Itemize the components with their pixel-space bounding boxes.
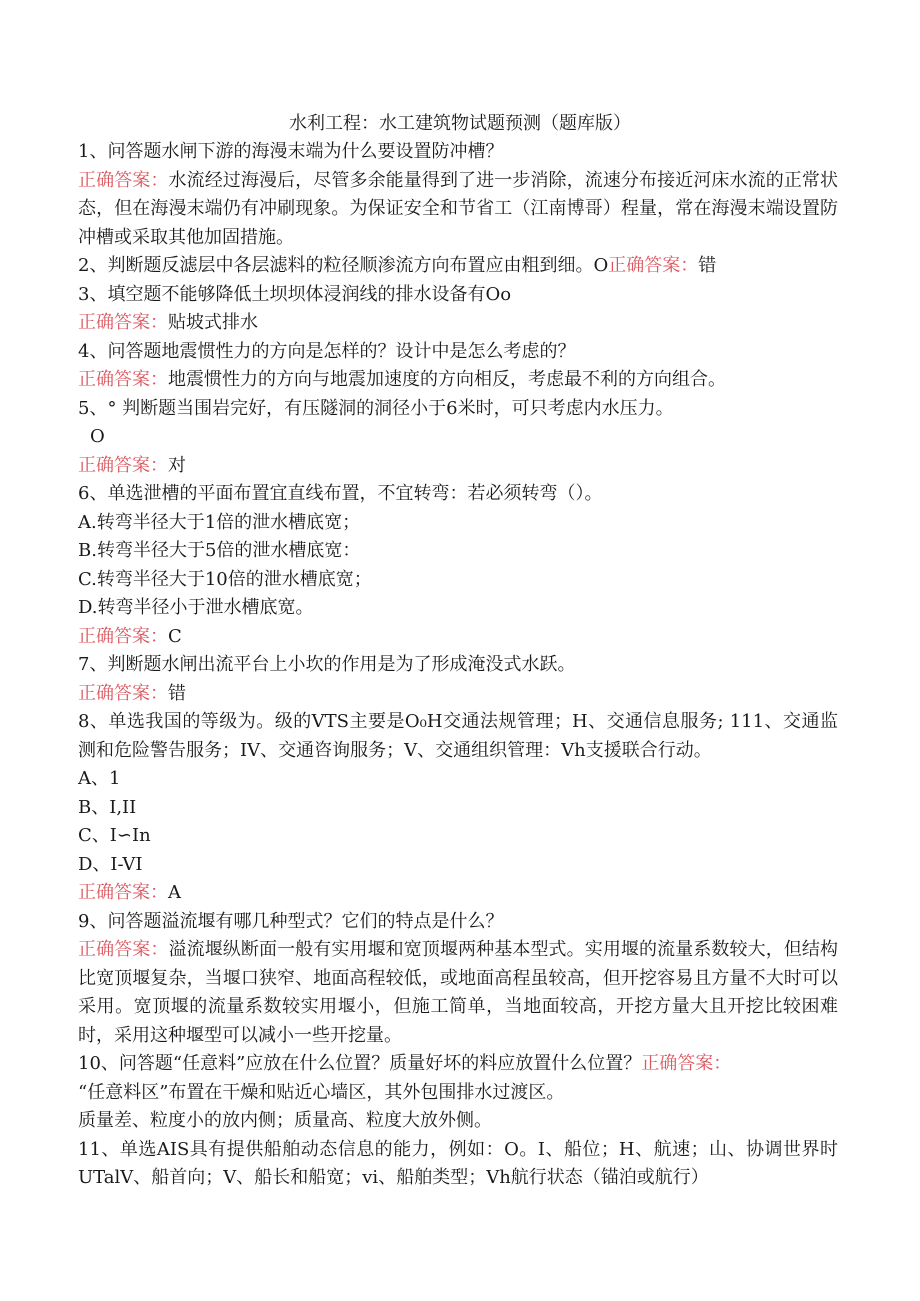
question-11 <box>78 1136 838 1193</box>
question-5 <box>78 395 838 481</box>
question-text: 1、问答题水闸下游的海漫末端为什么要设置防冲槽？ <box>78 141 504 162</box>
answer-label: 正确答案： <box>78 939 169 960</box>
question-2 <box>78 252 838 281</box>
question-6 <box>78 480 838 651</box>
answer-text: A <box>168 882 181 903</box>
option-c: C、I∽In <box>78 825 151 846</box>
question-list <box>78 138 838 1193</box>
document-title: 水利工程：水工建筑物试题预测（题库版） <box>289 113 631 134</box>
question-9 <box>78 908 838 1051</box>
option-b: B、I,II <box>78 796 137 818</box>
answer-text: 贴坡式排水 <box>168 312 258 333</box>
answer-label: 正确答案： <box>78 882 168 903</box>
question-8 <box>78 708 838 908</box>
answer-text-continued: 质量差、粒度小的放内侧；质量高、粒度大放外侧。 <box>78 1110 492 1131</box>
question-text: 5、° 判断题当围岩完好，有压隧洞的洞径小于6米时，可只考虑内水压力。 <box>78 397 674 419</box>
question-3 <box>78 281 838 338</box>
answer-text: 水流经过海漫后，尽管多余能量得到了进一步消除，流速分布接近河床水流的正常状态，但在海漫末端仍有冲刷现象。为保证安全和节省工（江南博哥）程量，常在海漫末端设置防冲槽或采取其他加固措施。 <box>78 169 839 248</box>
answer-text: 溢流堰纵断面一般有实用堰和宽顶堰两种基本型式。实用堰的流量系数较大，但结构比宽顶堰复杂，当堰口狭窄、地面高程较低，或地面高程虽较高，但开挖容易且方量不大时可以采用。宽顶堰的流量系数较实用堰小，但施工简单，当地面较高，开挖方量大且开挖比较困难时，采用这种堰型可以减小一些开挖量。 <box>78 939 839 1046</box>
question-text: 4、问答题地震惯性力的方向是怎样的？设计中是怎么考虑的？ <box>78 340 576 362</box>
question-4 <box>78 338 838 395</box>
question-text: 9、问答题溢流堰有哪几种型式？它们的特点是什么？ <box>78 910 504 932</box>
question-10 <box>78 1050 838 1136</box>
question-text: 7、判断题水闸出流平台上小坎的作用是为了形成淹没式水跃。 <box>78 654 576 675</box>
answer-label: 正确答案： <box>78 169 169 191</box>
answer-label: 正确答案： <box>78 682 168 704</box>
answer-label: 正确答案： <box>608 255 699 276</box>
answer-label: 正确答案： <box>78 625 168 647</box>
answer-text: C <box>168 625 182 647</box>
question-1 <box>78 138 838 252</box>
option-b: B.转弯半径大于5倍的泄水槽底宽： <box>78 540 361 561</box>
answer-text: “任意料区”布置在干燥和贴近心墙区，其外包围排水过渡区。 <box>78 1081 565 1103</box>
answer-label: 正确答案： <box>78 369 168 390</box>
option-d: D.转弯半径小于泄水槽底宽。 <box>78 597 314 618</box>
question-text: 2、判断题反滤层中各层滤料的粒径顺渗流方向布置应由粗到细。O <box>78 255 609 276</box>
answer-label: 正确答案： <box>641 1053 732 1074</box>
answer-text: 地震惯性力的方向与地震加速度的方向相反，考虑最不利的方向组合。 <box>168 369 726 390</box>
option-c: C.转弯半径大于10倍的泄水槽底宽； <box>78 568 372 590</box>
answer-label: 正确答案： <box>78 454 168 476</box>
question-text: 3、填空题不能够降低土坝坝体浸润线的排水设备有Oo <box>78 283 512 305</box>
option-a: A.转弯半径大于1倍的泄水槽底宽； <box>78 511 361 533</box>
question-text: 10、问答题“任意料”应放在什么位置？质量好坏的料应放置什么位置？ <box>78 1053 642 1074</box>
answer-blank: O <box>90 426 105 447</box>
question-text: 8、单选我国的等级为。级的VTS主要是O₀H交通法规管理；H、交通信息服务; 111、交通监测和危险警告服务；IV、交通咨询服务；V、交通组织管理：Vh支援联合行动。 <box>78 711 838 761</box>
option-d: D、I-VI <box>78 853 143 875</box>
answer-text: 错 <box>168 682 186 704</box>
answer-text: 错 <box>698 255 717 276</box>
question-text: 11、单选AIS具有提供船舶动态信息的能力，例如：O。I、船位；H、航速；山、协调世界时UTalV、船首向；V、船长和船宽；vi、船舶类型；Vh航行状态（锚泊或航行） <box>78 1138 838 1188</box>
answer-label: 正确答案： <box>78 312 168 333</box>
question-7 <box>78 651 838 708</box>
question-text: 6、单选泄槽的平面布置宜直线布置，不宜转弯：若必须转弯（）。 <box>78 483 603 504</box>
answer-text: 对 <box>168 454 186 476</box>
option-a: A、1 <box>78 768 121 789</box>
